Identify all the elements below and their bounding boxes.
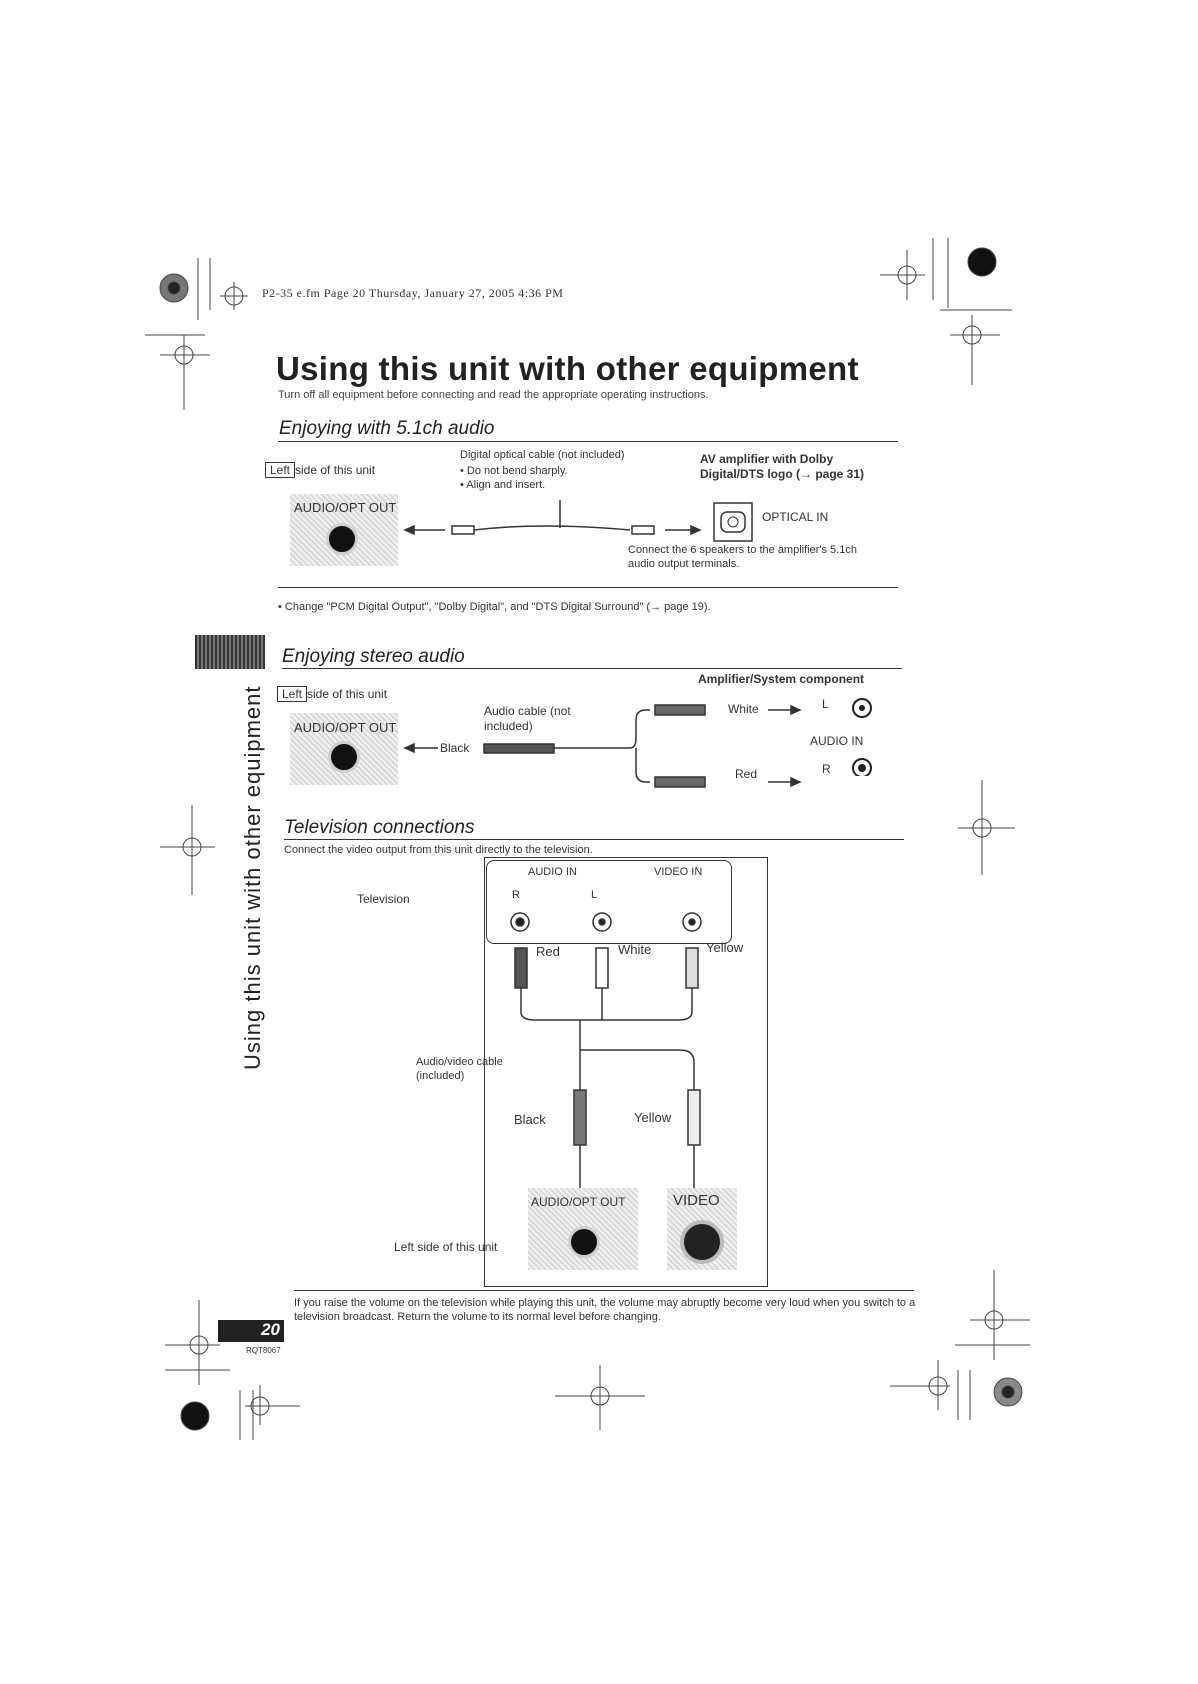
audio-in-jacks-icon <box>850 696 880 776</box>
tv-red: Red <box>536 944 560 959</box>
cable-bullet-1: • Do not bend sharply. <box>460 465 568 477</box>
side-title: Using this unit with other equipment <box>240 685 265 1070</box>
left-side-unit-label: Left side of this unit <box>394 1240 498 1254</box>
cable-title: Digital optical cable (not included) <box>460 449 625 461</box>
change-note: • Change "PCM Digital Output", "Dolby Digital", and "DTS Digital Surround" (→ page 19). <box>278 601 711 613</box>
tv-yellow: Yellow <box>706 940 744 955</box>
divider <box>278 587 898 588</box>
optical-jack <box>326 523 358 555</box>
audio-jack <box>328 741 360 773</box>
cable-black: Black <box>514 1112 546 1127</box>
left-side-label <box>265 463 375 478</box>
heading-tv: Television connections <box>284 817 475 838</box>
audio-cable-label: Audio cable (not included) <box>484 704 571 733</box>
port-video-label: VIDEO <box>673 1192 720 1209</box>
divider <box>294 1290 914 1291</box>
side-text: side of this unit <box>295 463 376 477</box>
white-label: White <box>728 702 759 716</box>
video-jack <box>680 1220 724 1264</box>
cable-yellow: Yellow <box>634 1110 672 1125</box>
file-info-header: P2-35 e.fm Page 20 Thursday, January 27, 2005 4:36 PM <box>262 286 564 300</box>
port-label: AUDIO/OPT OUT <box>294 500 397 515</box>
side-text: side of this unit <box>307 687 388 701</box>
divider <box>282 668 902 669</box>
left-side-label <box>277 687 387 702</box>
speakers-note: Connect the 6 speakers to the amplifier's 5.1ch audio output terminals. <box>628 544 857 570</box>
heading-51ch: Enjoying with 5.1ch audio <box>279 418 495 439</box>
left-box: Left <box>277 686 307 702</box>
r-label: R <box>822 762 831 776</box>
tv-l: L <box>591 889 598 901</box>
left-box: Left <box>265 462 295 478</box>
amp-system-label: Amplifier/System component <box>698 672 865 686</box>
tv-intro: Connect the video output from this unit directly to the television. <box>284 844 593 856</box>
page-number: 20 <box>218 1320 284 1342</box>
tv-r: R <box>512 889 520 901</box>
port-label: AUDIO/OPT OUT <box>294 720 397 735</box>
audio-jack <box>568 1226 600 1258</box>
page-subtitle: Turn off all equipment before connecting and read the appropriate operating instructions. <box>278 389 709 401</box>
red-label: Red <box>735 767 758 781</box>
tv-audio-in: AUDIO IN <box>528 866 577 878</box>
audio-in-label: AUDIO IN <box>810 734 864 748</box>
av-cable-label: Audio/video cable (included) <box>416 1056 503 1082</box>
tv-white: White <box>618 942 652 957</box>
divider <box>284 839 904 840</box>
optical-in-label: OPTICAL IN <box>762 510 829 524</box>
av-amplifier-label: AV amplifier with Dolby Digital/DTS logo (→ page 31) <box>700 452 865 481</box>
l-label: L <box>822 697 829 711</box>
doc-code: RQT8067 <box>246 1346 281 1355</box>
port-audio-label: AUDIO/OPT OUT <box>531 1195 626 1209</box>
heading-stereo: Enjoying stereo audio <box>282 646 465 667</box>
television-label: Television <box>357 892 410 906</box>
footer-note: If you raise the volume on the television while playing this unit, the volume may abruptly become very loud when you switch to a television broadcast. Return the volume to its normal level before changing. <box>294 1297 916 1323</box>
black-label: Black <box>440 741 470 755</box>
optical-in-port-icon <box>713 502 753 542</box>
page-title: Using this unit with other equipment <box>276 350 859 387</box>
cable-bullet-2: • Align and insert. <box>460 479 546 491</box>
tv-video-in: VIDEO IN <box>654 866 703 878</box>
divider <box>278 441 898 442</box>
sidebar-tab <box>195 635 265 669</box>
